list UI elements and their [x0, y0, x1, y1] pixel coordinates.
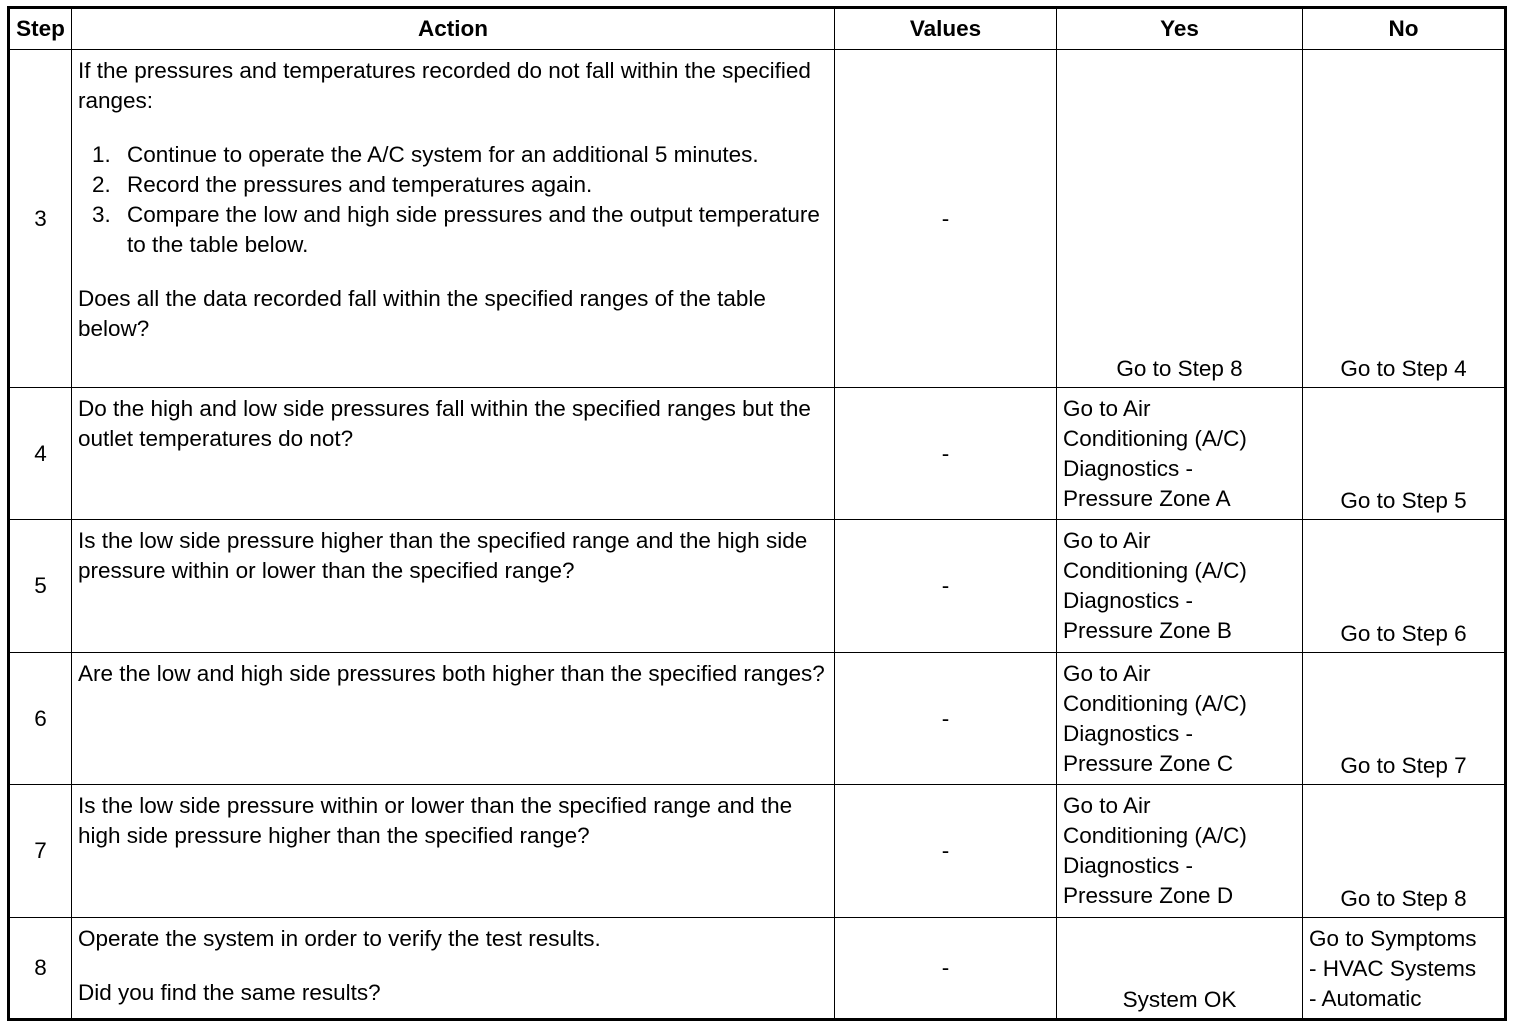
action-cell: Is the low side pressure within or lower than the specified range and the high side pressure higher than the specified range?	[72, 785, 835, 918]
table-row-step-7	[9, 785, 1506, 918]
yes-line: Diagnostics -	[1063, 853, 1194, 878]
no-cell	[1303, 918, 1506, 1020]
no-line: - HVAC Systems	[1309, 956, 1477, 981]
diagnostic-table	[7, 6, 1507, 1021]
yes-cell	[1057, 785, 1303, 918]
header-row	[9, 8, 1506, 50]
table-row-step-5	[9, 520, 1506, 653]
action-cell: Do the high and low side pressures fall within the specified ranges but the outlet temperatures do not?	[72, 388, 835, 520]
values-cell: -	[835, 388, 1057, 520]
yes-line: Pressure Zone B	[1063, 618, 1232, 643]
yes-line: Go to Air	[1063, 396, 1151, 421]
values-cell: -	[835, 50, 1057, 388]
table-row-step-8	[9, 918, 1506, 1020]
header-step: Step	[9, 8, 72, 50]
yes-line: Diagnostics -	[1063, 721, 1194, 746]
yes-line: Diagnostics -	[1063, 456, 1194, 481]
step-number: 3	[9, 50, 72, 388]
values-cell: -	[835, 520, 1057, 653]
action-cell	[72, 918, 835, 1020]
yes-line: Conditioning (A/C)	[1063, 691, 1247, 716]
header-values: Values	[835, 8, 1057, 50]
no-cell: Go to Step 8	[1303, 785, 1506, 918]
no-cell: Go to Step 7	[1303, 653, 1506, 785]
action-cell: Are the low and high side pressures both higher than the specified ranges?	[72, 653, 835, 785]
table-row-step-6	[9, 653, 1506, 785]
no-cell: Go to Step 4	[1303, 50, 1506, 388]
header-action: Action	[72, 8, 835, 50]
step-number: 5	[9, 520, 72, 653]
action-intro: Operate the system in order to verify the test results.	[78, 926, 601, 951]
yes-line: Conditioning (A/C)	[1063, 823, 1247, 848]
yes-line: Conditioning (A/C)	[1063, 426, 1247, 451]
yes-cell: Go to Step 8	[1057, 50, 1303, 388]
yes-cell	[1057, 520, 1303, 653]
step-number: 6	[9, 653, 72, 785]
no-cell: Go to Step 6	[1303, 520, 1506, 653]
list-item: 3. Compare the low and high side pressures and the output temperature to the table below.	[92, 202, 820, 257]
yes-line: Pressure Zone C	[1063, 751, 1234, 776]
procedure-list	[78, 140, 828, 260]
values-cell: -	[835, 918, 1057, 1020]
list-item: 2. Record the pressures and temperatures again.	[92, 172, 593, 197]
table-row-step-4	[9, 388, 1506, 520]
yes-line: Pressure Zone A	[1063, 486, 1231, 511]
yes-line: Pressure Zone D	[1063, 883, 1234, 908]
step-number: 8	[9, 918, 72, 1020]
no-line: - Automatic	[1309, 986, 1422, 1011]
header-no: No	[1303, 8, 1506, 50]
step-number: 4	[9, 388, 72, 520]
table-row-step-3	[9, 50, 1506, 388]
yes-line: Conditioning (A/C)	[1063, 558, 1247, 583]
no-line: Go to Symptoms	[1309, 926, 1477, 951]
action-question: Did you find the same results?	[78, 980, 381, 1005]
yes-line: Diagnostics -	[1063, 588, 1194, 613]
yes-line: Go to Air	[1063, 661, 1151, 686]
action-cell: Is the low side pressure higher than the specified range and the high side pressure within or lower than the specified range?	[72, 520, 835, 653]
yes-line: Go to Air	[1063, 793, 1151, 818]
header-yes: Yes	[1057, 8, 1303, 50]
yes-cell: System OK	[1057, 918, 1303, 1020]
yes-cell	[1057, 653, 1303, 785]
list-item: 1. Continue to operate the A/C system for an additional 5 minutes.	[92, 142, 759, 167]
yes-cell	[1057, 388, 1303, 520]
values-cell: -	[835, 785, 1057, 918]
yes-line: Go to Air	[1063, 528, 1151, 553]
action-question: Does all the data recorded fall within the specified ranges of the table below?	[78, 286, 766, 341]
step-number: 7	[9, 785, 72, 918]
no-cell: Go to Step 5	[1303, 388, 1506, 520]
action-cell	[72, 50, 835, 388]
values-cell: -	[835, 653, 1057, 785]
action-intro: If the pressures and temperatures recorded do not fall within the specified ranges:	[78, 58, 811, 113]
